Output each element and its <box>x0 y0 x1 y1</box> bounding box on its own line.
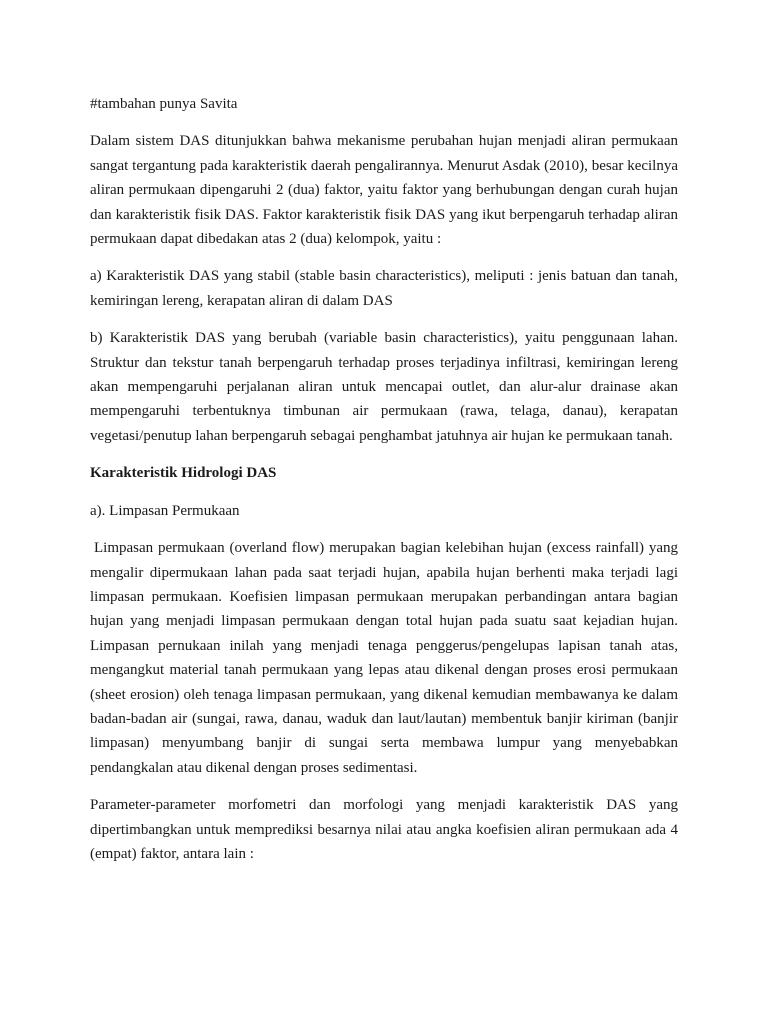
tag-line: #tambahan punya Savita <box>90 96 238 112</box>
parameters-paragraph: Parameter-parameter morfometri dan morfologi yang menjadi karakteristik DAS yang dipertimbangkan untuk memprediksi besarnya nilai atau angka koefisien aliran permukaan ada 4 (empat) faktor, antara lain : <box>90 797 678 862</box>
document-body <box>90 92 678 879</box>
runoff-paragraph: Limpasan permukaan (overland flow) merupakan bagian kelebihan hujan (excess rainfall) yang mengalir dipermukaan lahan pada saat terjadi hujan, apabila hujan berhenti maka terjadi lagi limpasan permukaan. Koefisien limpasan permukaan merupakan perbandingan antara bagian hujan yang menjadi limpasan permukaan dengan total hujan pada suatu saat kejadian hujan. Limpasan pernukaan inilah yang menjadi tenaga penggerus/pengelupas lapisan tanah atas, mengangkut material tanah permukaan yang lepas atau dikenal dengan proses erosi permukaan (sheet erosion) oleh tenaga limpasan permukaan, yang dikenal kemudian membawanya ke dalam badan-badan air (sungai, rawa, danau, waduk dan laut/lautan) membentuk banjir kiriman (banjir limpasan) menyumbang banjir di sungai serta membawa lumpur yang menyebabkan pendangkalan atau dikenal dengan proses sedimentasi. <box>90 540 678 776</box>
subsection-heading: a). Limpasan Permukaan <box>90 502 240 519</box>
intro-paragraph: Dalam sistem DAS ditunjukkan bahwa mekanisme perubahan hujan menjadi aliran permukaan sangat tergantung pada karakteristik daerah pengalirannya. Menurut Asdak (2010), besar kecilnya aliran permukaan dipengaruhi 2 (dua) faktor, yaitu faktor yang berhubungan dengan curah hujan dan karakteristik fisik DAS. Faktor karakteristik fisik DAS yang ikut berpengaruh terhadap aliran permukaan dapat dibedakan atas 2 (dua) kelompok, yaitu : <box>90 133 678 248</box>
item-b-paragraph: b) Karakteristik DAS yang berubah (variable basin characteristics), yaitu penggunaan lahan. Struktur dan tekstur tanah berpengaruh terhadap proses terjadinya infiltrasi, kemiringan lereng akan mempengaruhi perjalanan aliran untuk mencapai outlet, dan alur-alur drainase akan mempengaruhi terbentuknya timbunan air permukaan (rawa, telaga, danau), kerapatan vegetasi/penutup lahan berpengaruh sebagai penghambat jatuhnya air hujan ke permukaan tanah. <box>90 330 678 444</box>
item-a-paragraph: a) Karakteristik DAS yang stabil (stable basin characteristics), meliputi : jenis batuan dan tanah, kemiringan lereng, kerapatan aliran di dalam DAS <box>90 268 678 309</box>
section-heading: Karakteristik Hidrologi DAS <box>90 465 277 482</box>
